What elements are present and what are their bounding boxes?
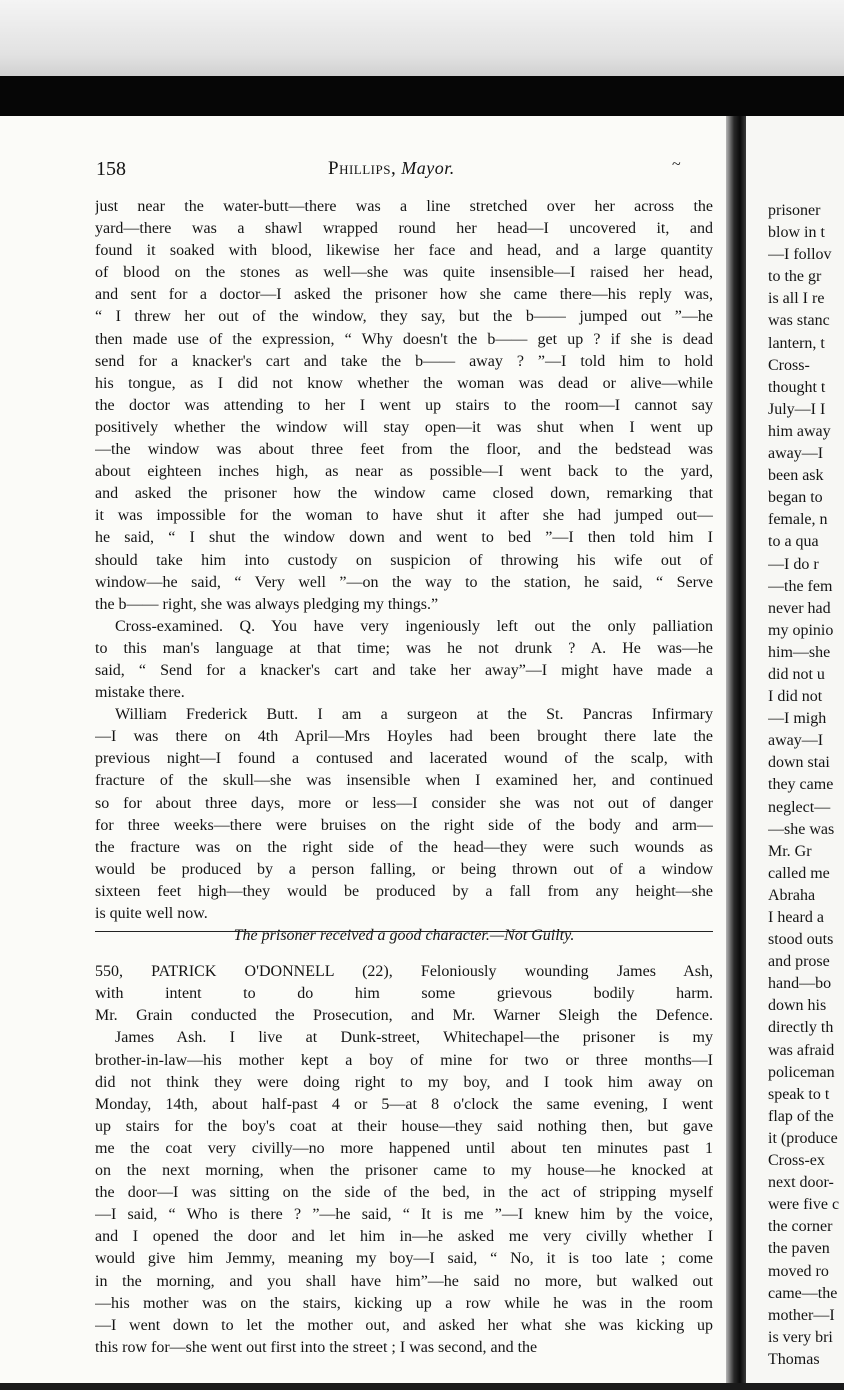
text-line: down his [768, 997, 827, 1015]
text-line: were five c [768, 1196, 840, 1214]
text-line: on the next morning, when the prisoner came to my house—he knocked at [95, 1162, 713, 1180]
text-line: —she was [768, 820, 835, 838]
cross-examination [95, 616, 713, 704]
text-line: about eighteen inches high, as near as possible—I went back to the yard, [95, 463, 713, 481]
case-heading [95, 961, 713, 1027]
text-line: the door—I was sitting on the side of the bed, in the act of stripping myself [95, 1184, 713, 1202]
text-line: mistake there. [95, 684, 185, 702]
text-line: window—he said, “ Very well ”—on the way to the station, he said, “ Serve [95, 573, 713, 591]
text-line: female, n [768, 511, 828, 529]
text-line: should take him into custody on suspicion of throwing his wife out of [95, 551, 713, 569]
text-line: began to [768, 489, 823, 507]
text-line: Cross-ex [768, 1152, 825, 1170]
text-line: never had [768, 599, 831, 617]
text-line: stood outs [768, 931, 834, 949]
text-line: directly th [768, 1019, 834, 1037]
running-head-name: Phillips, [328, 158, 397, 179]
text-line: the doctor was attending to her I went up stairs to the room—I cannot say [95, 396, 713, 414]
text-line: to this man's language at that time; was he not drunk ? A. He was—he [95, 639, 713, 657]
text-line: —I migh [768, 710, 827, 728]
text-line: his tongue, as I did not know whether the woman was dead or alive—while [95, 374, 713, 392]
scan-bottom-edge [0, 1383, 844, 1390]
section-gap [95, 947, 713, 961]
text-line: —I do r [768, 555, 819, 573]
verdict-line: The prisoner received a good character.—Not Guilty. [233, 927, 575, 945]
text-line: him away [768, 422, 831, 440]
text-line: to the gr [768, 268, 822, 286]
text-line: William Frederick Butt. I am a surgeon at the St. Pancras Infirmary [115, 706, 713, 724]
text-line: —the window was about three feet from the floor, and the bedstead was [95, 441, 713, 459]
text-line: brother-in-law—his mother kept a boy of mine for two or three months—I [95, 1051, 713, 1069]
section-rule [95, 931, 713, 932]
text-line: was stanc [768, 312, 830, 330]
text-line: up stairs for the boy's coat at their house—they said nothing then, but gave [95, 1117, 713, 1135]
text-line: I did not [768, 688, 823, 706]
running-head-title: Mayor. [401, 158, 455, 178]
book-gutter [726, 116, 746, 1390]
text-line: just near the water-butt—there was a line stretched over her across the [95, 198, 713, 215]
text-line: —I went down to let the mother out, and asked her what she was kicking up [95, 1316, 713, 1334]
text-line: is quite well now. [95, 905, 208, 922]
text-line: sixteen feet high—they would be produced by a fall from any height—she [95, 882, 713, 900]
text-line: would give him Jemmy, meaning my boy—I said, “ No, it is too late ; come [95, 1250, 713, 1268]
text-line: —I was there on 4th April—Mrs Hoyles had been brought there late the [95, 728, 713, 746]
text-line: him—she [768, 643, 831, 661]
text-line: is very bri [768, 1328, 833, 1346]
text-line: would be produced by a person falling, or being thrown out of a window [95, 860, 713, 878]
text-line: found it soaked with blood, likewise her face and head, and a large quantity [95, 242, 713, 260]
text-line: they came [768, 776, 834, 794]
text-line: Abraha [768, 886, 816, 904]
text-line: me the coat very civilly—no more happened until about ten minutes past 1 [95, 1139, 713, 1157]
surgeon-testimony [95, 704, 713, 925]
text-line: —I follov [768, 246, 832, 264]
text-line: did not u [768, 665, 825, 683]
text-line: so for about three days, more or less—I consider she was not out of danger [95, 794, 713, 812]
text-line: is all I re [768, 290, 825, 308]
text-line: flap of the [768, 1107, 834, 1125]
text-line: mother—I [768, 1306, 835, 1324]
ash-testimony [95, 1027, 713, 1358]
text-line: was afraid [768, 1041, 835, 1059]
text-line: in the morning, and you shall have him”—he said no more, but walked out [95, 1272, 713, 1290]
running-head [328, 158, 455, 180]
text-line: —his mother was on the stairs, kicking up a row while he was in the room [95, 1294, 713, 1312]
text-line: down stai [768, 754, 830, 772]
text-line: of blood on the stones as well—she was quite insensible—I raised her head, [95, 264, 713, 282]
text-line: away—I [768, 732, 824, 750]
text-line: speak to t [768, 1085, 830, 1103]
text-line: this row for—she went out first into the street ; I was second, and the [95, 1338, 538, 1356]
corner-mark: ~ [672, 156, 681, 173]
text-line: 550, PATRICK O'DONNELL (22), Feloniously wounding James Ash, [95, 963, 713, 981]
text-line: came—the [768, 1284, 838, 1302]
text-line: Thomas [768, 1350, 820, 1368]
text-line: and sent for a doctor—I asked the prisoner how she came there—his reply was, [95, 286, 713, 304]
text-line: —I said, “ Who is there ? ”—he said, “ It is me ”—I knew him by the voice, [95, 1206, 713, 1224]
text-line: neglect— [768, 798, 831, 816]
text-line: for three weeks—there were bruises on the right side of the body and arm— [95, 816, 713, 834]
text-line: July—I I [768, 400, 826, 418]
text-line: the corner [768, 1218, 833, 1236]
text-line: been ask [768, 467, 824, 485]
text-line: with intent to do him some grievous bodily harm. [95, 985, 713, 1003]
text-line: blow in t [768, 224, 825, 242]
text-line: then made use of the expression, “ Why doesn't the b—— get up ? if she is dead [95, 330, 713, 348]
text-line: my opinio [768, 621, 834, 639]
text-line: Mr. Grain conducted the Prosecution, and Mr. Warner Sleigh the Defence. [95, 1007, 713, 1025]
text-line: thought t [768, 378, 826, 396]
text-line: previous night—I found a contused and lacerated wound of the scalp, with [95, 750, 713, 768]
text-line: it was impossible for the woman to have shut it after she had jumped out— [95, 507, 713, 525]
right-page-text [768, 200, 844, 1371]
text-line: next door- [768, 1174, 834, 1192]
text-line: “ I threw her out of the window, they say, but the b—— jumped out ”—he [95, 308, 713, 326]
text-line: Mr. Gr [768, 842, 812, 860]
text-line: Cross-examined. Q. You have very ingeniously left out the only palliation [115, 617, 713, 635]
text-line: it (produce [768, 1129, 838, 1147]
text-line: away—I [768, 445, 824, 463]
body-text [95, 196, 713, 1359]
text-line: hand—bo [768, 975, 832, 993]
text-line: moved ro [768, 1262, 829, 1280]
scan-top-margin [0, 0, 844, 78]
text-line: to a qua [768, 533, 819, 551]
text-line: did not think they were doing right to my boy, and I took him away on [95, 1073, 713, 1091]
text-line: he said, “ I shut the window down and went to bed ”—I then told him I [95, 529, 713, 547]
text-line: prisoner [768, 202, 821, 219]
text-line: called me [768, 864, 830, 882]
page-number: 158 [96, 158, 126, 180]
text-line: said, “ Send for a knacker's cart and take her away”—I might have made a [95, 661, 713, 679]
text-line: Monday, 14th, about half-past 4 or 5—at 8 o'clock the same evening, I went [95, 1095, 713, 1113]
text-line: policeman [768, 1063, 835, 1081]
book-edge-band [0, 76, 844, 116]
text-line: James Ash. I live at Dunk-street, Whitechapel—the prisoner is my [115, 1029, 713, 1047]
text-line: Cross- [768, 356, 810, 374]
text-line: the b—— right, she was always pledging my things.” [95, 595, 439, 613]
text-line: and asked the prisoner how the window came closed down, remarking that [95, 485, 713, 503]
text-line: send for a knacker's cart and take the b—— away ? ”—I told him to hold [95, 352, 713, 370]
text-line: yard—there was a shawl wrapped round her head—I uncovered it, and [95, 220, 713, 238]
text-line: the fracture was on the right side of the head—they were such wounds as [95, 838, 713, 856]
text-line: fracture of the skull—she was insensible when I examined her, and continued [95, 772, 713, 790]
testimony-continuation [95, 196, 713, 616]
text-line: I heard a [768, 909, 824, 926]
text-line: lantern, t [768, 334, 825, 352]
text-line: and prose [768, 953, 830, 971]
text-line: and I opened the door and let him in—he asked me very civilly whether I [95, 1228, 713, 1246]
text-line: the paven [768, 1240, 830, 1258]
text-line: —the fem [768, 577, 833, 595]
text-line: positively whether the window will stay open—it was shut when I went up [95, 418, 713, 436]
